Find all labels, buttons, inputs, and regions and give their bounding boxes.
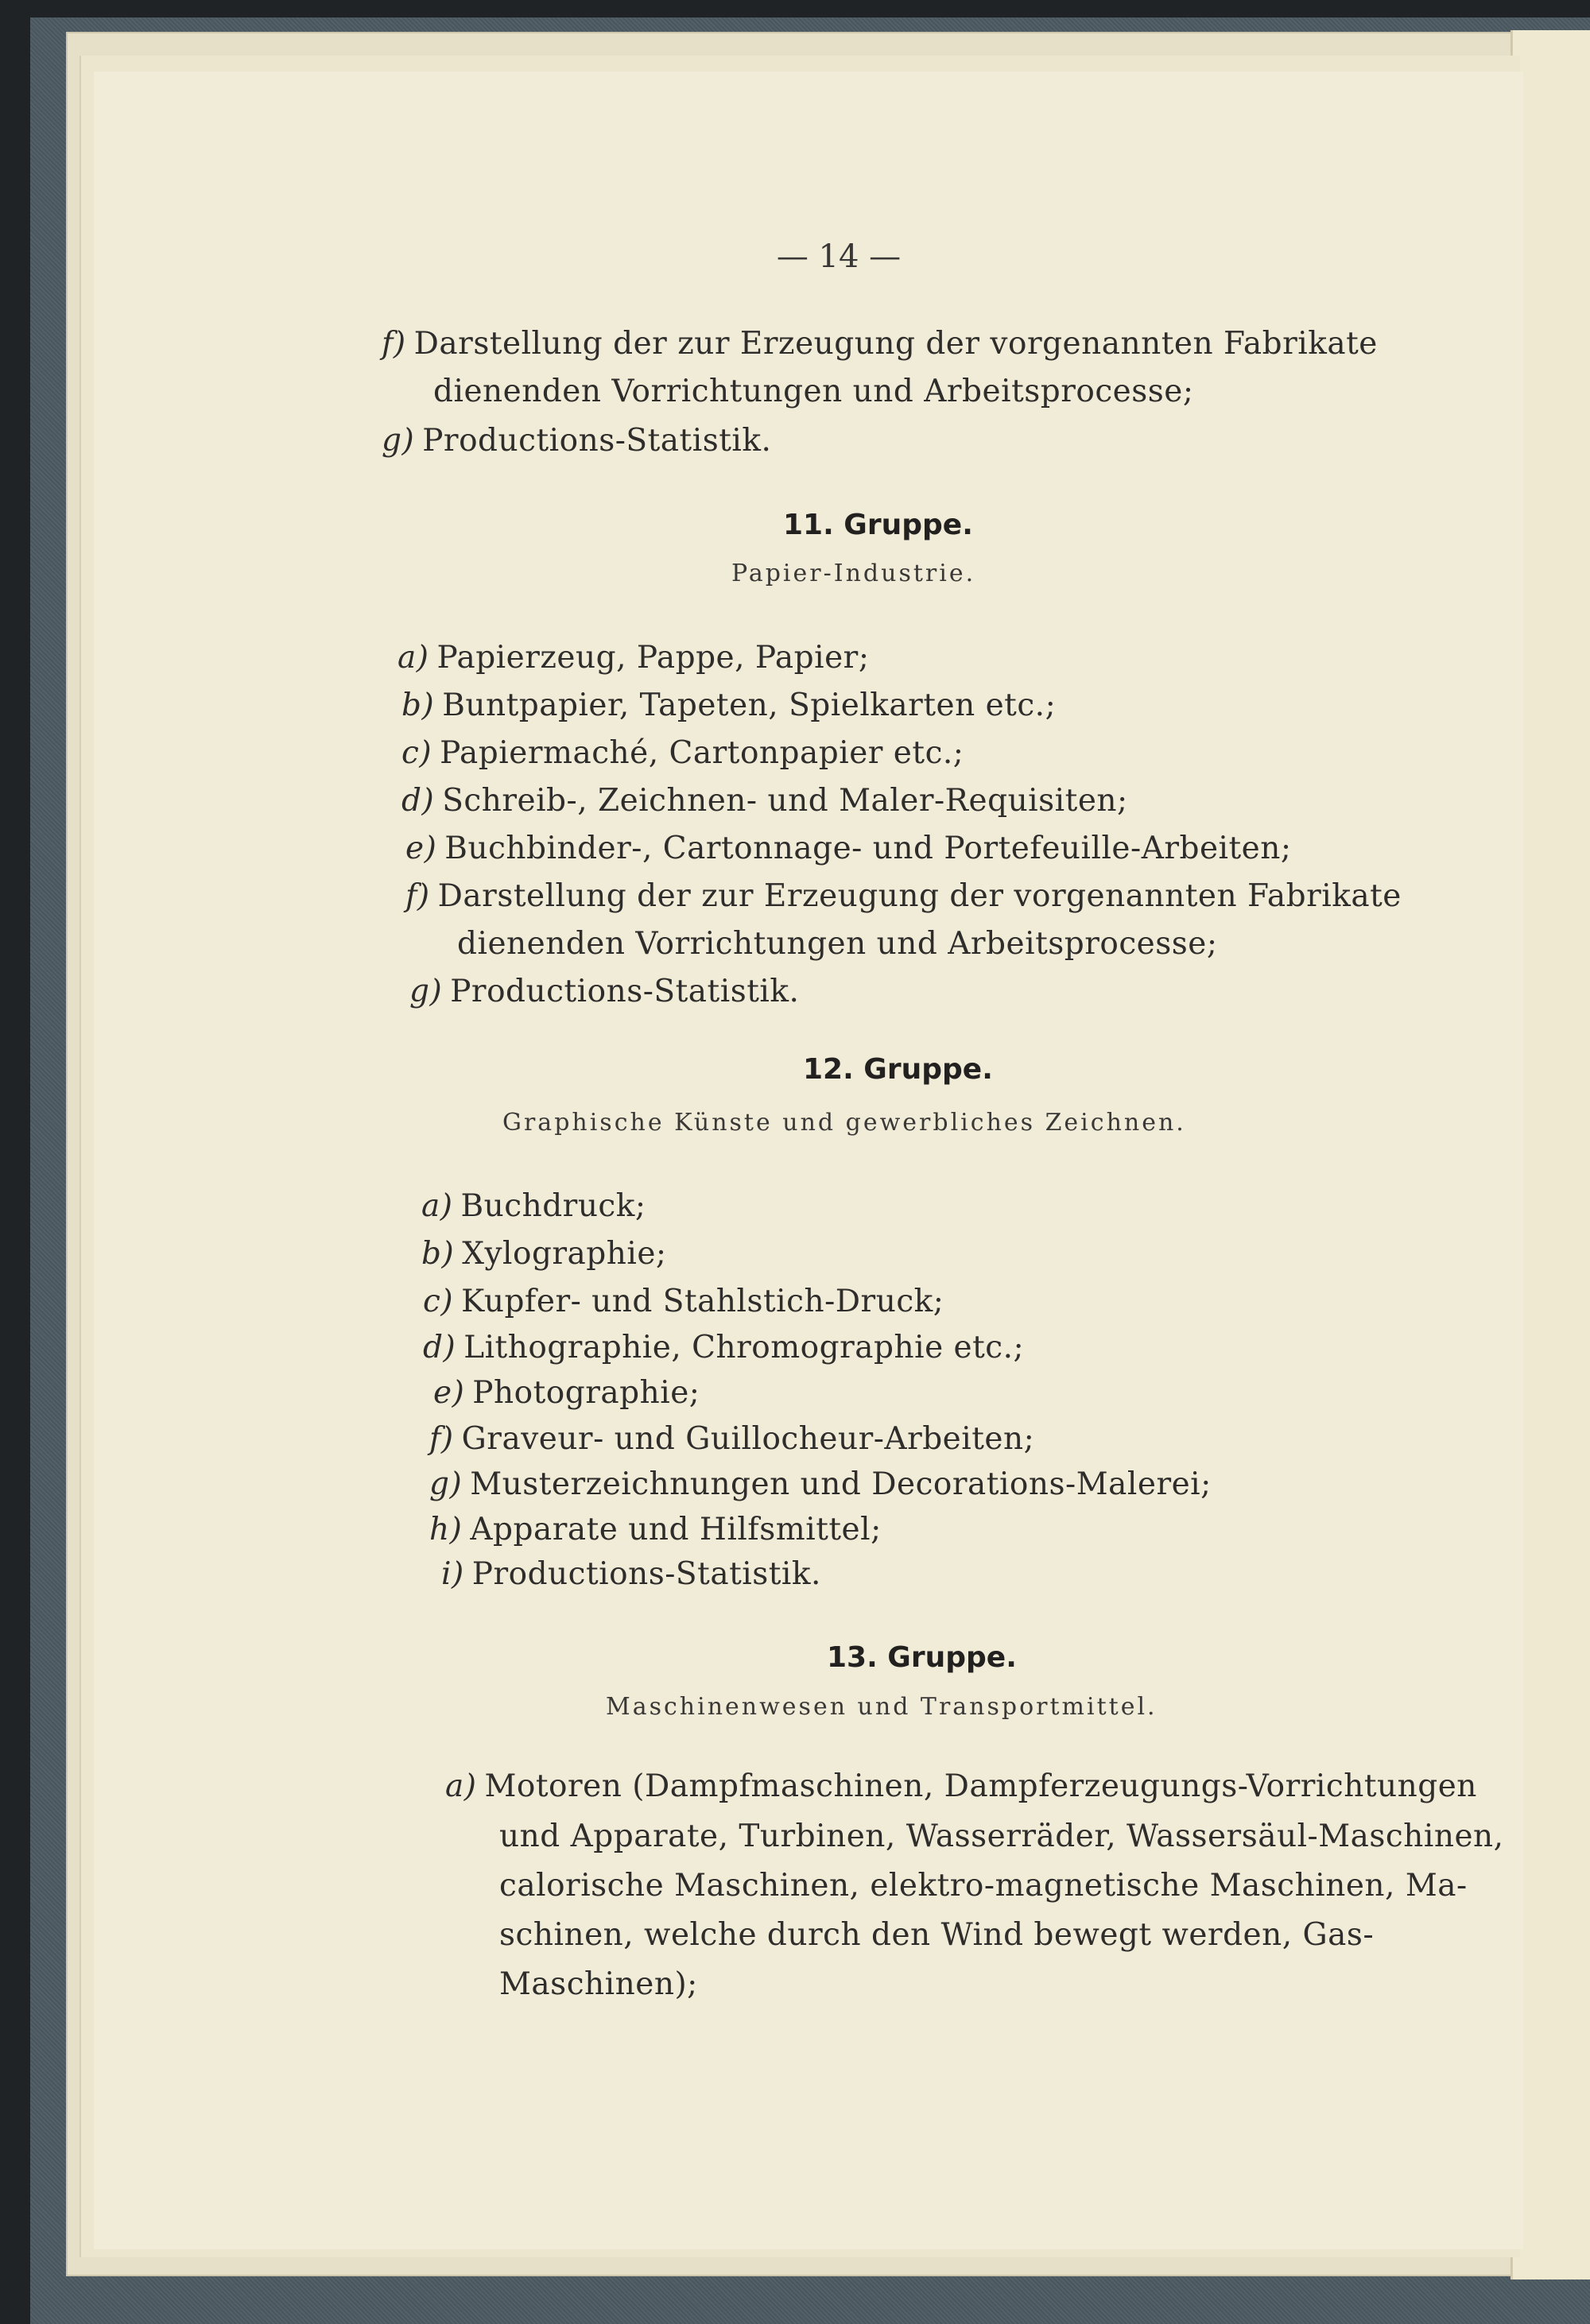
list-item [401,688,1056,723]
list-item [457,926,1218,962]
item-label: b) [421,1236,455,1272]
group-title: 12. Gruppe. [803,1053,993,1086]
item-label: a) [421,1188,453,1224]
list-item [499,1819,1504,1854]
item-label: a) [398,640,429,676]
list-item [433,1375,700,1411]
list-item [499,1966,698,2002]
group-subtitle: Graphische Künste und gewerbliches Zeichnen. [502,1109,1186,1137]
list-item [405,878,1402,914]
item-label: a) [445,1768,477,1804]
list-item [499,1868,1468,1904]
item-label: g) [429,1466,463,1502]
item-text: Motoren (Dampfmaschinen, Dampferzeugungs-Vorrichtungen [484,1768,1477,1804]
page-number: — 14 — [776,238,902,275]
list-item [421,1236,667,1272]
item-text: Kupfer- und Stahlstich-Druck; [461,1284,944,1319]
item-text: Papiermaché, Cartonpapier etc.; [440,735,964,771]
item-label: i) [441,1556,464,1592]
list-item [433,374,1194,409]
item-label: g) [409,974,443,1009]
item-label: f) [382,326,406,362]
list-item [445,1768,1477,1804]
item-text: schinen, welche durch den Wind bewegt werden, Gas- [499,1917,1375,1953]
item-text: Papierzeug, Pappe, Papier; [436,640,870,676]
item-text: Productions-Statistik. [422,423,772,459]
item-text: und Apparate, Turbinen, Wasserräder, Wassersäul-Maschinen, [499,1819,1504,1854]
list-item [429,1421,1034,1457]
list-item [423,1330,1024,1365]
group-title: 11. Gruppe. [783,509,973,541]
item-text: Darstellung der zur Erzeugung der vorgenannten Fabrikate [437,878,1402,914]
item-text: Buntpapier, Tapeten, Spielkarten etc.; [442,688,1057,723]
list-item [409,974,799,1009]
item-label: g) [382,423,415,459]
group-title: 13. Gruppe. [827,1641,1017,1674]
list-item [429,1512,882,1547]
item-text: Apparate und Hilfsmittel; [470,1512,882,1547]
list-item [401,735,964,771]
item-label: e) [405,831,437,866]
item-label: h) [429,1512,463,1547]
item-text: Productions-Statistik. [471,1556,821,1592]
list-item [382,326,1378,362]
item-label: d) [423,1330,456,1365]
item-label: f) [429,1421,454,1457]
item-label: e) [433,1375,465,1411]
list-item [499,1917,1374,1953]
item-text: calorische Maschinen, elektro-magnetische Maschinen, Ma- [499,1868,1468,1904]
item-label: c) [423,1284,454,1319]
item-text: Darstellung der zur Erzeugung der vorgenannten Fabrikate [413,326,1378,362]
item-text: Photographie; [472,1375,700,1411]
item-label: c) [401,735,432,771]
item-text: Graveur- und Guillocheur-Arbeiten; [461,1421,1035,1457]
item-text: Xylographie; [462,1236,667,1272]
item-text: dienenden Vorrichtungen und Arbeitsprocesse; [457,926,1218,962]
item-text: Schreib-, Zeichnen- und Maler-Requisiten; [442,783,1128,819]
item-label: d) [401,783,435,819]
list-item [423,1284,944,1319]
item-text: Lithographie, Chromographie etc.; [463,1330,1025,1365]
item-label: f) [405,878,430,914]
item-text: Musterzeichnungen und Decorations-Malerei; [470,1466,1212,1502]
list-item [401,783,1128,819]
list-item [441,1556,821,1592]
list-item [421,1188,646,1224]
group-subtitle: Maschinenwesen und Transportmittel. [606,1693,1158,1721]
item-text: Buchbinder-, Cartonnage- und Portefeuille-Arbeiten; [444,831,1292,866]
item-text: dienenden Vorrichtungen und Arbeitsprocesse; [433,374,1194,409]
item-text: Buchdruck; [460,1188,646,1224]
group-subtitle: Papier-Industrie. [731,560,976,587]
list-item [405,831,1292,866]
list-item [382,423,771,459]
item-label: b) [401,688,435,723]
item-text: Maschinen); [499,1966,698,2002]
list-item [429,1466,1212,1502]
list-item [398,640,869,676]
item-text: Productions-Statistik. [450,974,800,1009]
